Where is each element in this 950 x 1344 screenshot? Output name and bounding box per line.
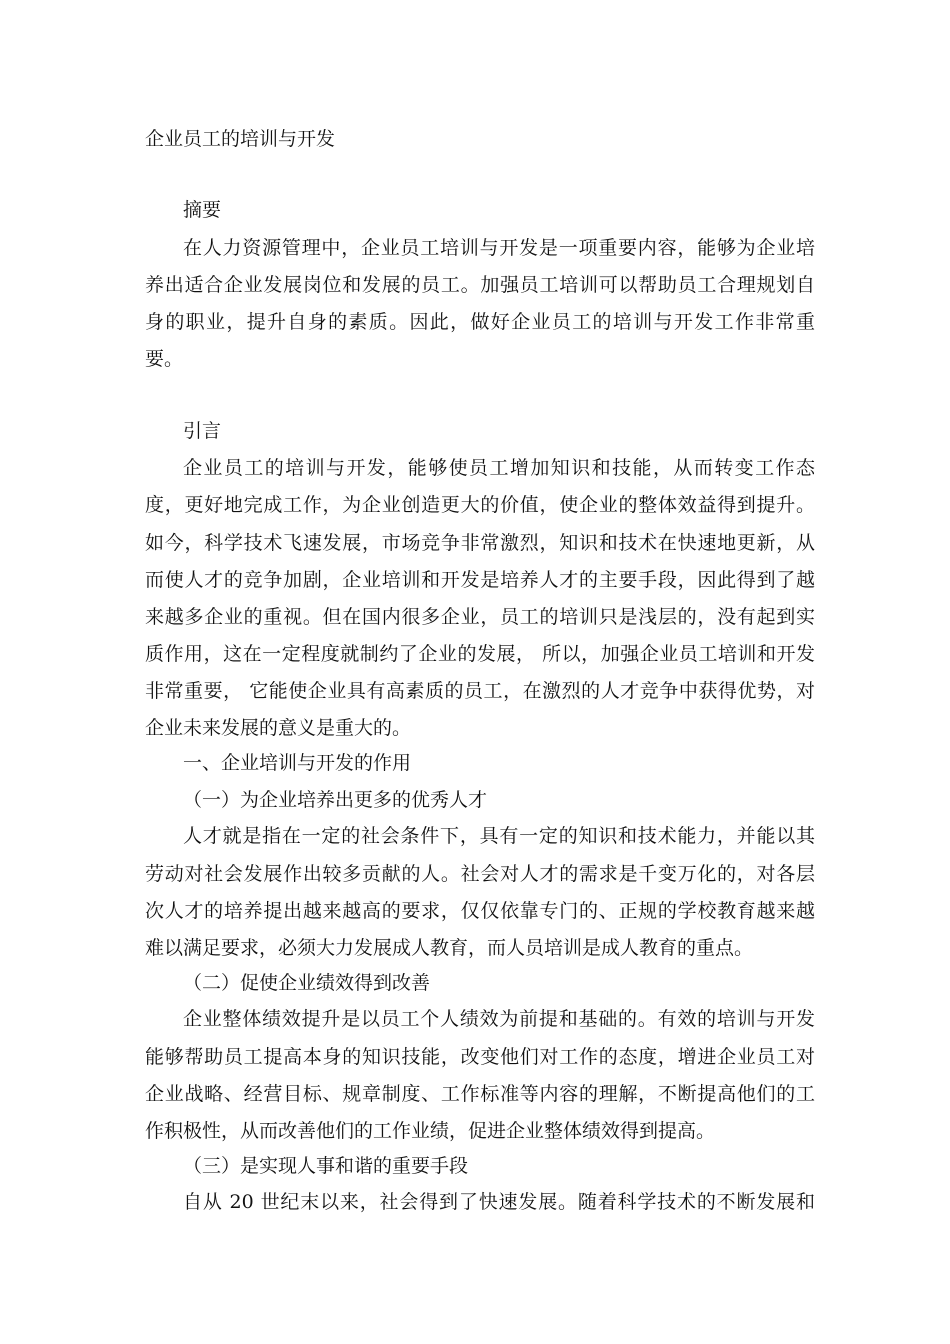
- abstract-heading: 摘要: [183, 199, 222, 221]
- subsection-heading: （三）是实现人事和谐的重要手段: [183, 1155, 469, 1177]
- abstract-line: 要。: [145, 348, 184, 370]
- section-heading: 一、企业培训与开发的作用: [183, 752, 412, 774]
- body-line: 作积极性，从而改善他们的工作业绩，促进企业整体绩效得到提高。: [145, 1120, 716, 1142]
- abstract-line: 养出适合企业发展岗位和发展的员工。加强员工培训可以帮助员工合理规划自: [145, 274, 815, 296]
- abstract-line: 身的职业，提升自身的素质。因此，做好企业员工的培训与开发工作非常重: [145, 311, 815, 333]
- body-line: 企业整体绩效提升是以员工个人绩效为前提和基础的。有效的培训与开发: [183, 1008, 815, 1030]
- intro-line: 企业未来发展的意义是重大的。: [145, 717, 412, 739]
- body-line: 能够帮助员工提高本身的知识技能，改变他们对工作的态度，增进企业员工对: [145, 1046, 815, 1068]
- intro-line: 如今，科学技术飞速发展，市场竞争非常激烈，知识和技术在快速地更新，从: [145, 532, 815, 554]
- body-line: 难以满足要求，必须大力发展成人教育，而人员培训是成人教育的重点。: [145, 937, 754, 959]
- intro-heading: 引言: [183, 420, 222, 442]
- body-line: 自从 20 世纪末以来，社会得到了快速发展。随着科学技术的不断发展和: [183, 1191, 815, 1213]
- intro-line: 来越多企业的重视。但在国内很多企业，员工的培训只是浅层的，没有起到实: [145, 606, 815, 628]
- body-line: 人才就是指在一定的社会条件下，具有一定的知识和技术能力，并能以其: [183, 825, 815, 847]
- document-title: 企业员工的培训与开发: [145, 128, 336, 150]
- body-line: 劳动对社会发展作出较多贡献的人。社会对人才的需求是千变万化的，对各层: [145, 863, 815, 885]
- intro-line: 非常重要， 它能使企业具有高素质的员工，在激烈的人才竞争中获得优势，对: [145, 680, 815, 702]
- intro-line: 而使人才的竞争加剧，企业培训和开发是培养人才的主要手段，因此得到了越: [145, 569, 815, 591]
- body-line: 企业战略、经营目标、规章制度、工作标准等内容的理解，不断提高他们的工: [145, 1083, 815, 1105]
- intro-line: 质作用，这在一定程度就制约了企业的发展， 所以，加强企业员工培训和开发: [145, 643, 815, 665]
- abstract-line: 在人力资源管理中，企业员工培训与开发是一项重要内容，能够为企业培: [183, 237, 815, 259]
- subsection-heading: （二）促使企业绩效得到改善: [183, 972, 431, 994]
- intro-line: 度，更好地完成工作，为企业创造更大的价值，使企业的整体效益得到提升。: [145, 494, 815, 516]
- subsection-heading: （一）为企业培养出更多的优秀人才: [183, 789, 488, 811]
- body-line: 次人才的培养提出越来越高的要求，仅仅依靠专门的、正规的学校教育越来越: [145, 900, 815, 922]
- intro-line: 企业员工的培训与开发，能够使员工增加知识和技能，从而转变工作态: [183, 457, 815, 479]
